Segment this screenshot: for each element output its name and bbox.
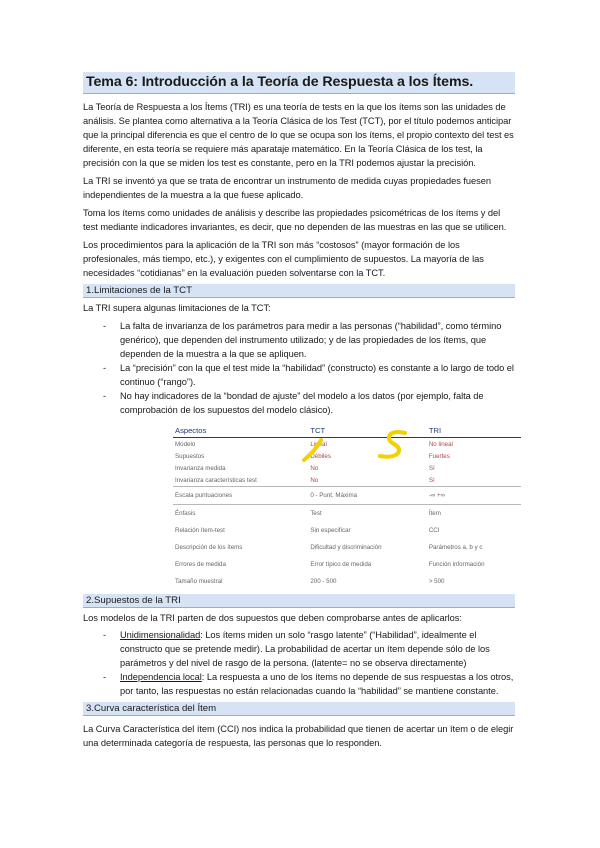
dash-marker: - bbox=[103, 363, 107, 373]
table-row: Tamaño muestral 200 - 500 > 500 bbox=[175, 578, 445, 585]
table-row: Descripción de los ítems Dificultad y discriminación Parámetros a, b y c bbox=[175, 544, 483, 551]
list-item: - No hay indicadores de la “bondad de ajuste” del modelo a los datos (por ejemplo, falta de comprobación de los supuestos del modelo clásico). bbox=[103, 391, 484, 415]
comparison-table bbox=[173, 424, 521, 590]
section-heading-supuestos: 2.Supuestos de la TRI bbox=[83, 594, 515, 608]
dash-marker: - bbox=[103, 321, 107, 331]
section3-text: La Curva Característica del ítem (CCI) nos indica la probabilidad que tienen de acertar un ítem o de elegir una determinada categoría de respuesta, las personas que lo responden. bbox=[83, 724, 514, 748]
dash-marker: - bbox=[103, 391, 107, 401]
dash-marker: - bbox=[103, 672, 107, 682]
list-item: - La “precisión” con la que el test mide la “habilidad” (constructo) es constante a lo largo de todo el continuo (“rango”). bbox=[103, 363, 514, 387]
section-heading-curva: 3.Curva característica del Ítem bbox=[83, 702, 515, 716]
list-item: - Unidimensionalidad: Los ítems miden un solo “rasgo latente” (“Habilidad”, idealmente el constructo que se pretende medir). La probabilidad de acertar un ítem depende sólo de los parámetros y del nivel de rasgo de la persona. (latente= no se observa directamente) bbox=[103, 630, 490, 668]
document-page bbox=[83, 72, 515, 750]
section1-intro: La TRI supera algunas limitaciones de la TCT: bbox=[83, 303, 271, 313]
list-item: - Independencia local: La respuesta a uno de los ítems no depende de sus respuestas a los otros, por tanto, las respuestas no están relacionadas cuando la “habilidad” se mantiene constante. bbox=[103, 672, 514, 696]
limitaciones-list bbox=[83, 319, 515, 417]
table-row: Invarianza características test No Sí bbox=[175, 476, 435, 484]
table-row: Escala puntuaciones 0 - Punt. Máxima -∞ +∞ bbox=[173, 487, 521, 505]
table-row: Invarianza medida No Sí bbox=[175, 464, 435, 472]
intro-paragraph-3: Toma los ítems como unidades de análisis y describe las propiedades psicométricas de los ítems y del test mediante indicadores invariantes, es decir, que no dependen de las muestras en las que se utilicen. bbox=[83, 208, 507, 232]
highlighter-mark-icon bbox=[301, 436, 325, 464]
section-heading-limitaciones: 1.Limitaciones de la TCT bbox=[83, 284, 515, 298]
table-header-row: Aspectos TCT TRI bbox=[173, 424, 521, 438]
list-item: - La falta de invarianza de los parámetros para medir a las personas (“habilidad”, como término genérico), que dependen del instrumento utilizado; y de las propiedades de los ítems, que dependen de la muestra a la que se apliquen. bbox=[103, 321, 502, 359]
section2-intro: Los modelos de la TRI parten de dos supuestos que deben comprobarse antes de aplicarlos: bbox=[83, 613, 462, 623]
highlighter-squiggle-icon bbox=[375, 428, 409, 462]
table-row: Supuestos Débiles Fuertes bbox=[175, 452, 450, 460]
term-unidimensionalidad: Unidimensionalidad bbox=[120, 630, 201, 640]
intro-paragraph-4: Los procedimientos para la aplicación de la TRI son más “costosos” (mayor formación de los profesionales, más tiempo, etc.), y exigentes con el cumplimiento de supuestos. La mayoría de las necesidades “cotidianas” en la evaluación pueden solventarse con la TCT. bbox=[83, 240, 484, 278]
table-row: Relación ítem-test Sin especificar CCI bbox=[175, 527, 440, 534]
term-independencia-local: Independencia local bbox=[120, 672, 202, 682]
table-row: Errores de medida Error típico de medida Función información bbox=[175, 561, 485, 568]
table-row: Énfasis Test Ítem bbox=[173, 505, 521, 523]
document-title: Tema 6: Introducción a la Teoría de Respuesta a los Ítems. bbox=[83, 72, 515, 94]
table-row: Modelo Lineal No lineal bbox=[175, 440, 453, 448]
comparison-table-image bbox=[173, 424, 521, 592]
intro-paragraph-2: La TRI se inventó ya que se trata de encontrar un instrumento de medida cuyas propiedades fuesen independientes de la muestra a la que fuese aplicado. bbox=[83, 176, 491, 200]
supuestos-list bbox=[83, 628, 515, 698]
dash-marker: - bbox=[103, 630, 107, 640]
intro-paragraph-1: La Teoría de Respuesta a los Ítems (TRI) es una teoría de tests en la que los ítems son las unidades de análisis. Se plantea como alternativa a la Teoría Clásica de los Test (TCT), por el título podemos anticipar que la principal diferencia es que el centro de lo que se ocupa son los ítems, el propio contexto del test es diferente, en esta teoría se requiere más aparataje matemático. En la Teoría Clásica de los test, la precisión con la que se miden los test es constante, pero en la TRI podemos ajustar la precisión. bbox=[83, 102, 514, 168]
